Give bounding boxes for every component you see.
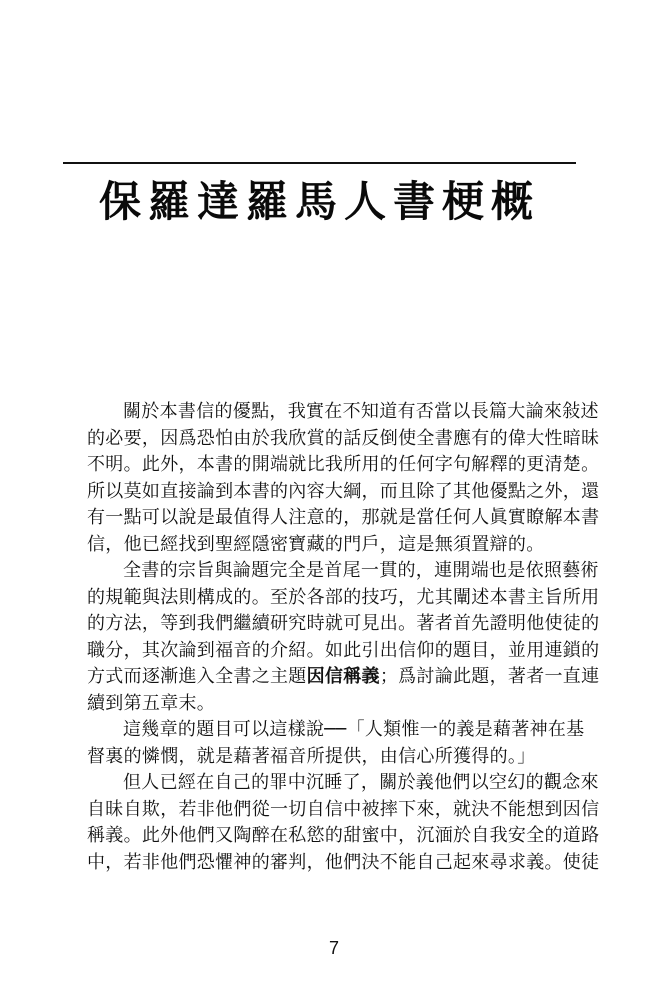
text-line: 所以莫如直接論到本書的內容大綱，而且除了其他優點之外，還 [87,480,600,502]
text-line: 不明。此外，本書的開端就比我所用的任何字句解釋的更清楚。 [87,454,600,475]
text-line: 督裏的憐憫，就是藉著福音所提供，由信心所獲得的。」 [87,745,536,767]
text-line-with-emphasis [87,664,600,691]
text-line: 的方法，等到我們繼續研究時就可見出。著者首先證明他使徒的 [87,613,600,634]
body-text [87,399,600,876]
text-line: 信，他已經找到聖經隱密寶藏的門戶，這是無須置辯的。 [87,533,545,555]
text-span: 方式而逐漸進入全書之主題 [87,666,307,687]
text-line: 自昧自欺，若非他們從一切自信中被摔下來，就決不能想到因信 [87,798,600,820]
text-line: 關於本書信的優點，我實在不知道有否當以長篇大論來敍述 [123,401,599,422]
text-span: ；爲討論此題，著者一直連 [379,666,600,687]
text-line: 全書的宗旨與論題完全是首尾一貫的，連開端也是依照藝術 [123,560,599,581]
text-line: 有一點可以說是最值得人注意的，那就是當任何人眞實瞭解本書 [87,507,600,528]
page-number: 7 [328,938,339,958]
text-line: 的規範與法則構成的。至於各部的技巧，尤其闡述本書主旨所用 [87,586,600,608]
text-line: 稱義。此外他們又陶醉在私慾的甜蜜中，沉湎於自我安全的道路 [87,825,600,846]
chapter-title: 保羅達羅馬人書梗概 [98,177,540,226]
text-line: 但人已經在自己的罪中沉睡了，關於義他們以空幻的觀念來 [123,772,599,793]
text-line: 職分，其次論到福音的介紹。如此引出信仰的題目，並用連鎖的 [87,639,600,661]
text-line: 中，若非他們恐懼神的審判，他們決不能自己起來尋求義。使徒 [87,851,600,873]
text-line: 這幾章的題目可以這樣說──「人類惟一的義是藉著神在基 [123,719,585,740]
emphasized-term: 因信稱義 [306,666,380,687]
text-line: 續到第五章末。 [87,692,216,714]
title-rule [63,162,576,164]
text-line: 的必要，因爲恐怕由於我欣賞的話反倒使全書應有的偉大性暗昧 [87,427,600,449]
